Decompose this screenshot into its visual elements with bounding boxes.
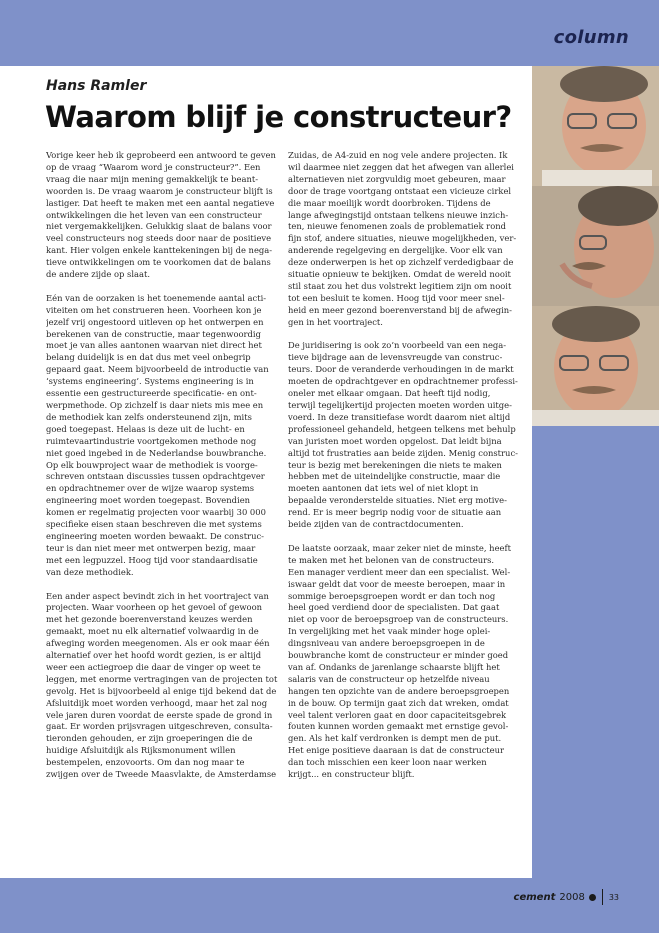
text-line: wil daarmee niet zeggen dat het afwegen van allerlei bbox=[288, 161, 514, 172]
text-line: oneler met elkaar omgaan. Dat heeft tijd nodig, bbox=[288, 388, 491, 399]
text-line: in de bouw. Op termijn gaat zich dat wreken, omdat bbox=[288, 697, 509, 708]
text-line: goed toegepast. Helaas is deze uit de lucht- en bbox=[46, 423, 245, 434]
text-line: van af. Ondanks de jarenlange schaarste blijft het bbox=[288, 661, 500, 672]
text-line: gen in het voortraject. bbox=[288, 316, 383, 327]
text-line: gaat. Er worden prijsvragen uitgeschreven, consulta- bbox=[46, 721, 273, 732]
text-line: te maken met het belonen van de constructeurs. bbox=[288, 554, 495, 565]
text-line: gevolg. Het is bijvoorbeeld al enige tijd bekend dat de bbox=[46, 685, 277, 696]
text-line: hangen ten opzichte van de andere beroepsgroepen bbox=[288, 685, 510, 696]
text-line: niet goed ingebed in de Nederlandse bouwbranche. bbox=[46, 447, 267, 458]
text-line: De laatste oorzaak, maar zeker niet de minste, heeft bbox=[288, 542, 511, 553]
text-line: teurs. Door de veranderde verhoudingen in de markt bbox=[288, 364, 514, 375]
text-line: weer een actiegroep die daar de vinger op weet te bbox=[46, 661, 261, 672]
text-line: veel constructeurs nog steeds door naar de positieve bbox=[46, 233, 272, 244]
paragraph bbox=[46, 150, 278, 281]
text-line: met een legpuzzel. Hoog tijd voor standaardisatie bbox=[46, 554, 258, 565]
text-line: veel talent verloren gaat en door capaciteitsgebrek bbox=[288, 709, 507, 720]
text-line: rend. Er is meer begrip nodig voor de situatie aan bbox=[288, 507, 502, 518]
issue-year: 2008 bbox=[559, 891, 585, 903]
author-photo-2 bbox=[532, 186, 659, 306]
text-line: vraag die naar mijn mening gemakkelijk te beant- bbox=[46, 173, 259, 184]
text-line: deze onderwerpen is het op zichzelf verdedigbaar de bbox=[288, 257, 514, 268]
text-line: schreven ontstaan discussies tussen opdrachtgever bbox=[46, 471, 265, 482]
text-line: heel goed verdiend door de specialisten. Dat gaat bbox=[288, 602, 500, 613]
article-title: Waarom blijf je constructeur? bbox=[45, 100, 512, 134]
text-line: bouwbranche komt de constructeur er minder goed bbox=[288, 650, 509, 661]
text-line: door de trage voortgang ontstaat een vicieuze cirkel bbox=[288, 185, 512, 196]
text-line: moet je van alles aantonen waarvan niet direct het bbox=[46, 340, 262, 351]
text-line: de andere zijde op slaat. bbox=[46, 269, 151, 280]
text-line: essentie een gestructureerde specificatie- en ont- bbox=[46, 388, 257, 399]
text-line: ten, nieuwe fenomenen zoals de problematiek rond bbox=[288, 221, 506, 232]
text-line: woorden is. De vraag waarom je constructeur blijft is bbox=[46, 185, 273, 196]
text-line: van deze methodiek. bbox=[46, 566, 134, 577]
text-line: van juristen moet worden opgelost. Dat leidt bijna bbox=[288, 435, 502, 446]
text-line: ontwikkelingen die het leven van een constructeur bbox=[46, 209, 262, 220]
text-line: anderende regelgeving en dergelijke. Voor elk van bbox=[288, 245, 503, 256]
paragraph bbox=[288, 543, 520, 781]
footer-divider bbox=[602, 889, 603, 905]
author-photo-3 bbox=[532, 306, 659, 426]
text-line: niet vergemakkelijken. Gelukkig slaat de balans voor bbox=[46, 221, 272, 232]
text-line: teur is dan niet meer met ontwerpen bezig, maar bbox=[46, 542, 256, 553]
text-line: vele jaren duren voordat de eerste spade de grond in bbox=[46, 709, 273, 720]
section-label: column bbox=[553, 27, 629, 48]
text-line: Het enige positieve daaraan is dat de constructeur bbox=[288, 745, 505, 756]
text-line: Op elk bouwproject waar de methodiek is voorge- bbox=[46, 459, 258, 470]
text-line: iswaar geldt dat voor de meeste beroepen, maar in bbox=[288, 578, 506, 589]
text-line: professioneel gehandeld, hetgeen telkens met behulp bbox=[288, 423, 516, 434]
text-line: stil staat zou het dus volstrekt legitiem zijn om nooit bbox=[288, 280, 512, 291]
text-line: viteiten om het construeren heen. Voorheen kon je bbox=[46, 304, 262, 315]
text-line: situatie opnieuw te bekijken. Omdat de wereld nooit bbox=[288, 269, 511, 280]
text-line: Een ander aspect bevindt zich in het voortraject van bbox=[46, 590, 269, 601]
text-line: gemaakt, moet nu elk alternatief volwaardig in de bbox=[46, 626, 259, 637]
page-number: 33 bbox=[608, 892, 619, 902]
text-line: specifieke eisen staan beschreven die met systems bbox=[46, 519, 262, 530]
text-line: teur is bezig met berekeningen die niets te maken bbox=[288, 459, 502, 470]
text-line: tieve bijdrage aan de levensvreugde van construc- bbox=[288, 352, 503, 363]
text-line: werpmethode. Op zichzelf is daar niets mis mee en bbox=[46, 400, 264, 411]
text-line: projecten. Waar voorheen op het gevoel of gewoon bbox=[46, 602, 263, 613]
paragraph bbox=[46, 591, 278, 782]
article-column-right bbox=[288, 150, 520, 793]
text-line: kant. Hier volgen enkele kanttekeningen bij de nega- bbox=[46, 245, 273, 256]
text-line: ruimtevaartindustrie voortgekomen methode nog bbox=[46, 435, 257, 446]
magazine-name: cement bbox=[513, 891, 556, 903]
text-line: alternatieven niet zorgvuldig moet gebeuren, maar bbox=[288, 173, 506, 184]
text-line: lange afwegingstijd ontstaan telkens nieuwe inzich- bbox=[288, 209, 509, 220]
text-line: heid en meer gezond boerenverstand bij de afwegin- bbox=[288, 304, 513, 315]
text-line: niet op voor de beroepsgroep van de constructeurs. bbox=[288, 614, 509, 625]
text-line: In vergelijking met het vaak minder hoge oplei- bbox=[288, 626, 491, 637]
text-line: sommige beroepsgroepen wordt er dan toch nog bbox=[288, 590, 496, 601]
text-line: Eén van de oorzaken is het toenemende aantal acti- bbox=[46, 292, 267, 303]
text-line: ‘systems engineering’. Systems engineering is in bbox=[46, 376, 254, 387]
text-line: moeten aantonen dat iets wel of niet klopt in bbox=[288, 483, 479, 494]
text-line: beide zijden van de contractdocumenten. bbox=[288, 519, 464, 530]
paragraph bbox=[288, 150, 520, 329]
article-column-left bbox=[46, 150, 278, 793]
text-line: bestempelen, enzovoorts. Om dan nog maar te bbox=[46, 757, 245, 768]
bullet-icon bbox=[589, 894, 596, 901]
text-line: Afsluitdijk moet worden verhoogd, maar het zal nog bbox=[46, 697, 268, 708]
text-line: alternatief over het hoofd wordt gezien, is er altijd bbox=[46, 650, 262, 661]
text-line: fijn stof, andere situaties, nieuwe mogelijkheden, ver- bbox=[288, 233, 517, 244]
text-line: Vorige keer heb ik geprobeerd een antwoord te geven bbox=[46, 150, 276, 160]
author-photo-strip bbox=[532, 66, 659, 426]
text-line: de methodiek kan zelfs ondersteunend zijn, mits bbox=[46, 411, 252, 422]
text-line: Een manager verdient meer dan een specialist. Wel- bbox=[288, 566, 511, 577]
text-line: terwijl tegelijkertijd projecten moeten worden uitge- bbox=[288, 400, 512, 411]
text-line: tieronden gehouden, er zijn groeperingen die de bbox=[46, 733, 253, 744]
text-line: dingsniveau van andere beroepsgroepen in de bbox=[288, 638, 485, 649]
text-line: die maar moeilijk wordt doorbroken. Tijdens de bbox=[288, 197, 491, 208]
author-name: Hans Ramler bbox=[46, 78, 147, 94]
paragraph bbox=[46, 293, 278, 579]
text-line: jezelf vrij ongestoord uitleven op het ontwerpen en bbox=[46, 316, 264, 327]
text-line: voerd. In deze transitiefase wordt daarom niet altijd bbox=[288, 411, 511, 422]
author-photo-1 bbox=[532, 66, 659, 186]
text-line: zwijgen over de Tweede Maasvlakte, de Amsterdamse bbox=[46, 769, 277, 780]
text-line: altijd tot frustraties aan beide zijden. Menig construc- bbox=[288, 447, 518, 458]
text-line: berekenen van de constructie, maar tegenwoordig bbox=[46, 328, 261, 339]
text-line: engineering moeten worden bewaakt. De construc- bbox=[46, 530, 264, 541]
text-line: moeten de opdrachtgever en opdrachtnemer professi- bbox=[288, 376, 518, 387]
text-line: fouten kunnen worden gemaakt met ernstige gevol- bbox=[288, 721, 509, 732]
text-line: komen er regelmatig projecten voor waarbij 30 000 bbox=[46, 507, 266, 518]
text-line: op de vraag “Waarom word je constructeur?”. Een bbox=[46, 161, 261, 172]
text-line: tieve ontwikkelingen om te voorkomen dat de balans bbox=[46, 257, 271, 268]
text-line: De juridisering is ook zo’n voorbeeld van een nega- bbox=[288, 340, 507, 351]
text-line: tot een besluit te komen. Hoog tijd voor meer snel- bbox=[288, 292, 505, 303]
text-line: bepaalde veronderstelde situaties. Niet erg motive- bbox=[288, 495, 507, 506]
text-line: salaris van de constructeur op hetzelfde niveau bbox=[288, 673, 490, 684]
text-line: dan toch misschien een keer loon naar werken bbox=[288, 757, 487, 768]
text-line: huidige Afsluitdijk als Rijksmonument willen bbox=[46, 745, 236, 756]
text-line: met het gezonde boerenverstand keuzes werden bbox=[46, 614, 253, 625]
text-line: hebben met de uiteindelijke constructie, maar die bbox=[288, 471, 501, 482]
text-line: leggen, met enorme vertragingen van de projecten tot bbox=[46, 673, 278, 684]
text-line: afweging worden meegenomen. Als er ook maar één bbox=[46, 638, 270, 649]
text-line: en opdrachtnemer over de wijze waarop systems bbox=[46, 483, 255, 494]
text-line: gen. Als het kalf verdronken is dempt men de put. bbox=[288, 733, 502, 744]
text-line: gepaard gaat. Neem bijvoorbeeld de introductie van bbox=[46, 364, 269, 375]
paragraph bbox=[288, 340, 520, 531]
text-line: engineering moet worden toegepast. Bovendien bbox=[46, 495, 251, 506]
text-line: Zuidas, de A4-zuid en nog vele andere projecten. Ik bbox=[288, 150, 508, 160]
text-line: belang duidelijk is en dat dus met veel onbegrip bbox=[46, 352, 251, 363]
page-footer bbox=[514, 889, 619, 905]
text-line: krijgt... en constructeur blijft. bbox=[288, 769, 415, 780]
text-line: lastiger. Dat heeft te maken met een aantal negatieve bbox=[46, 197, 275, 208]
